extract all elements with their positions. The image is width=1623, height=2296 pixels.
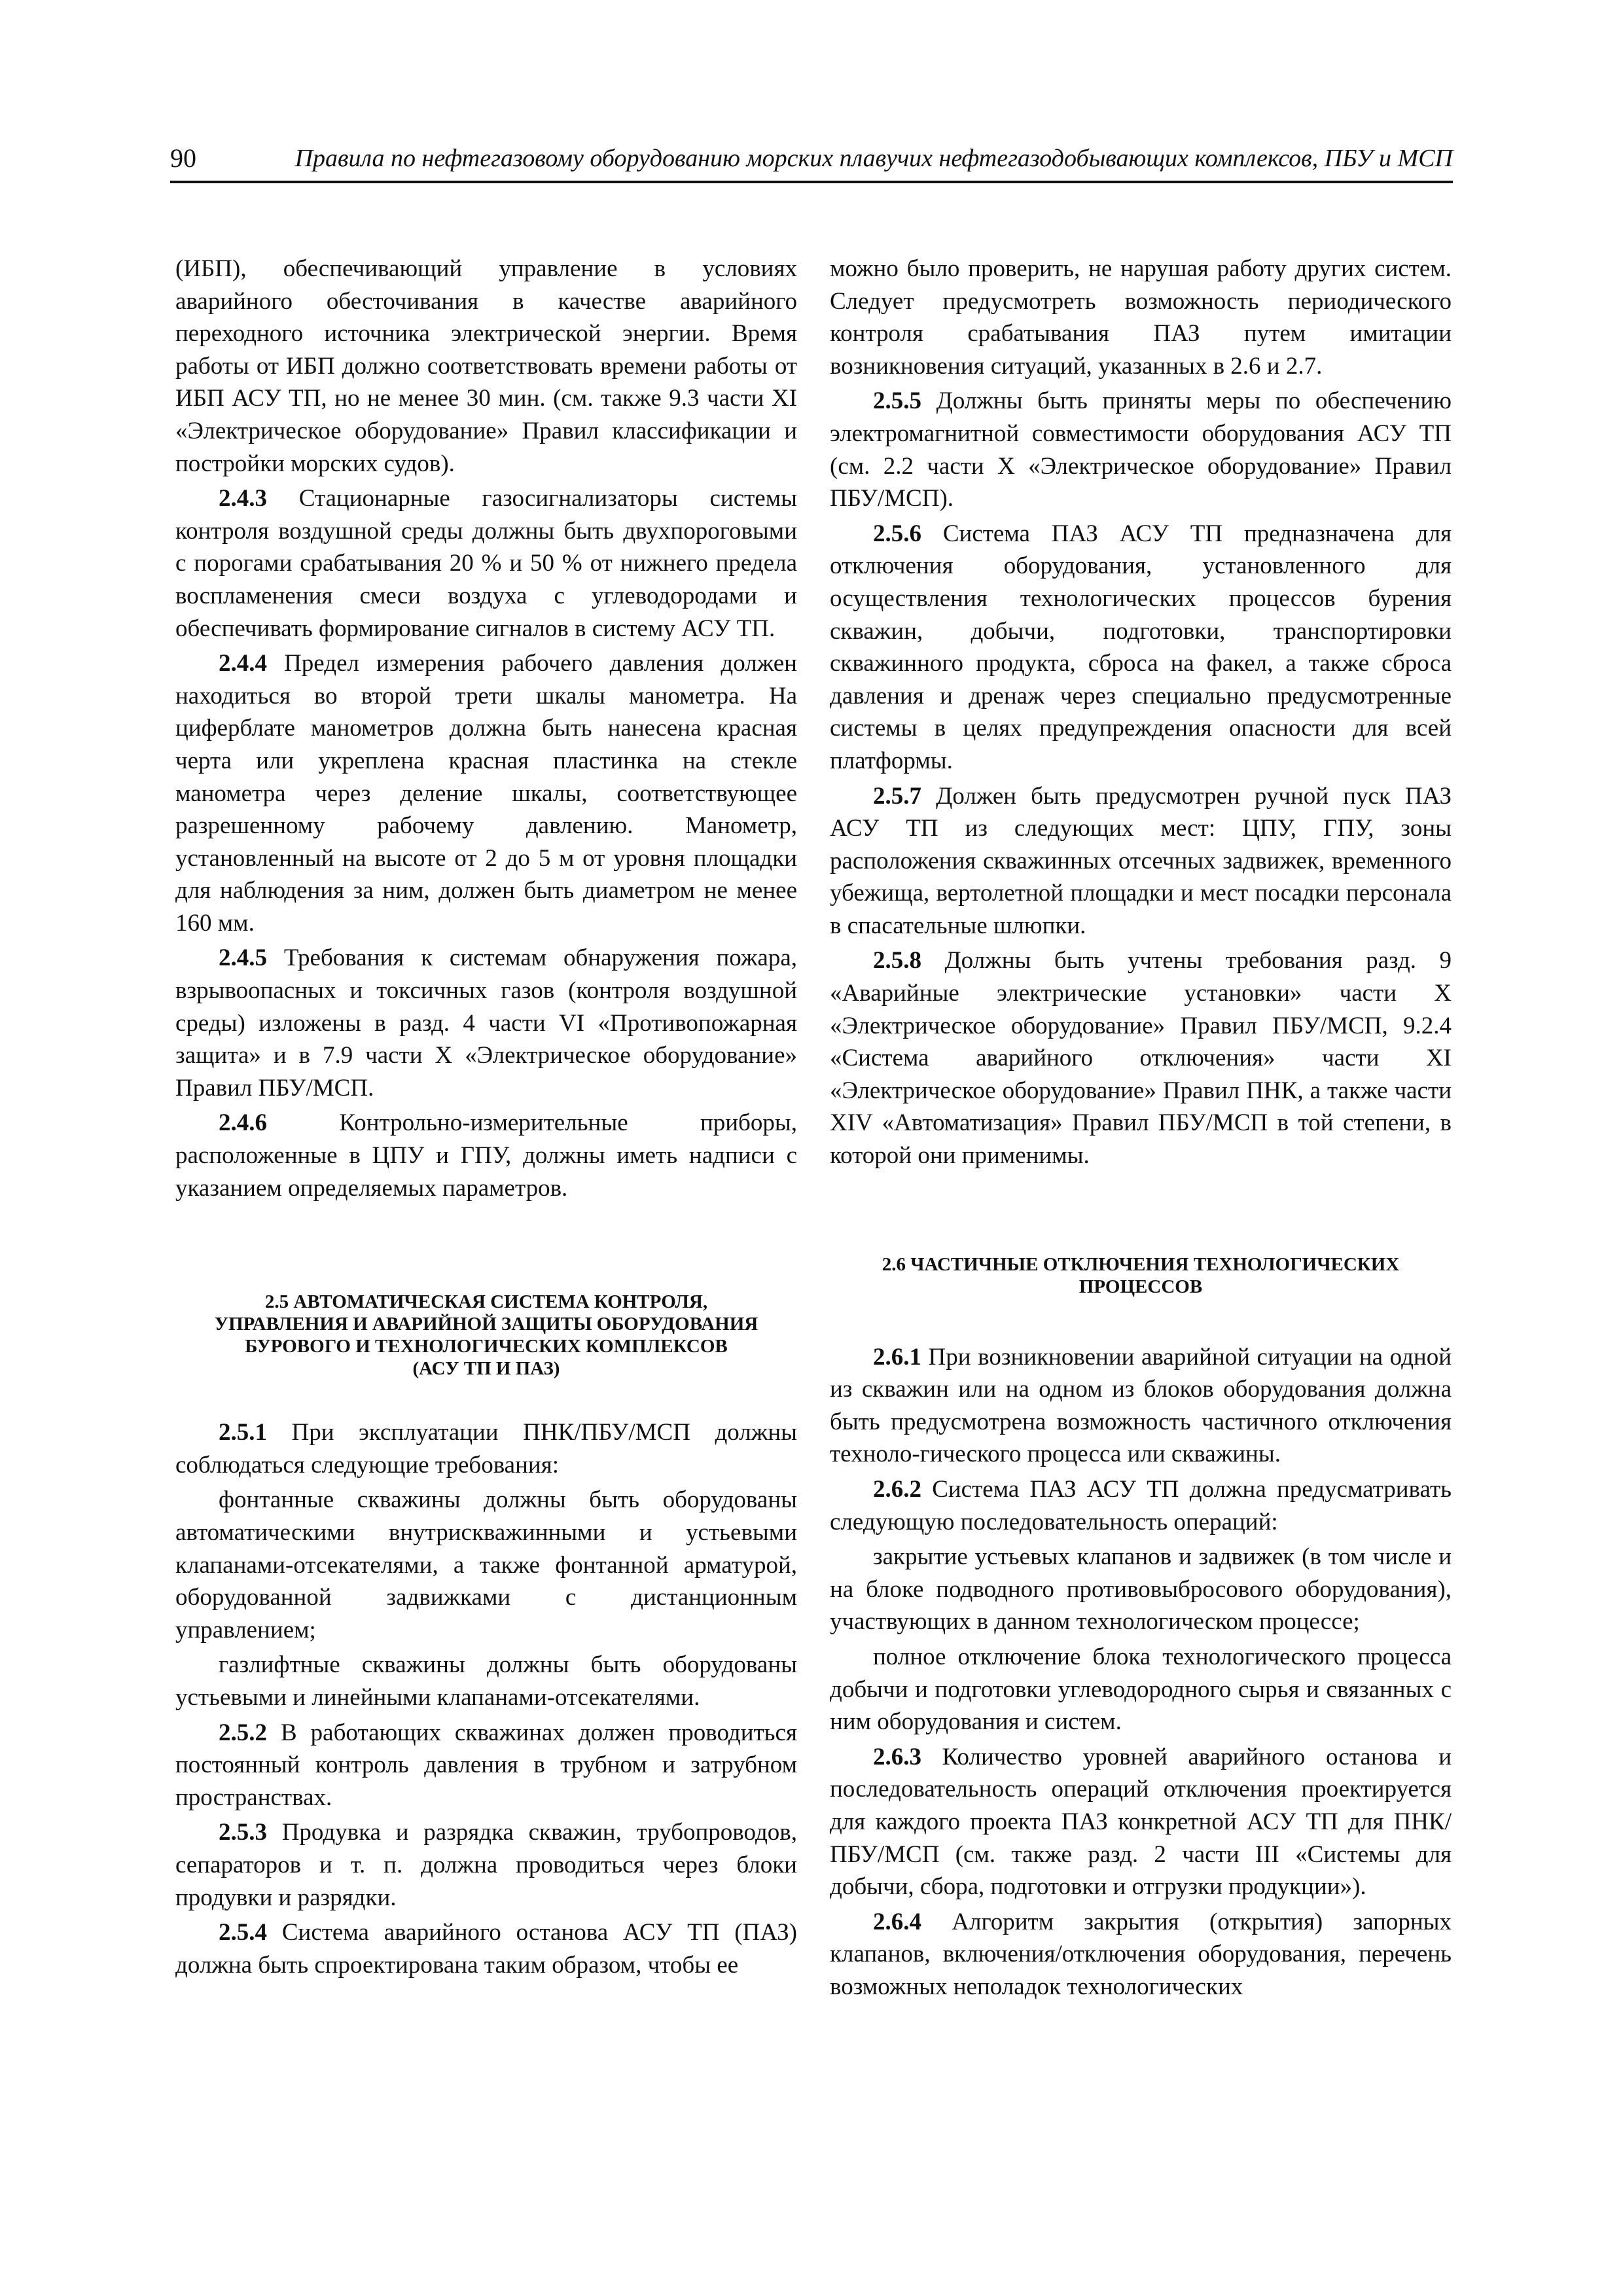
clause-number: 2.4.6 [219,1109,267,1137]
page-header [170,140,1453,183]
heading-line: ПРОЦЕССОВ [1079,1276,1203,1297]
clause-text: Требования к системам обнаружения пожара, взрывоопасных и токсичных газов (контроля воздушной среды) изложены в разд. 4 части VI «Противопожарная защита» и в 7.9 части X «Электрическое оборудование» Правил ПБУ/МСП. [175,944,797,1102]
clause-text: Должен быть предусмотрен ручной пуск ПАЗ АСУ ТП из следующих мест: ЦПУ, ГПУ, зоны расположения скважинных отсечных задвижек, временного убежища, вертолетной площадки и мест посадки персонала в спасательные шлюпки. [830,782,1452,939]
paragraph-2-5-8 [830,944,1452,1172]
paragraph-2-6-2 [830,1473,1452,1538]
list-item: газлифтные скважины должны быть оборудованы устьевыми и линейными клапанами-отсекателями. [175,1651,797,1711]
clause-number: 2.4.4 [219,650,267,677]
left-column [175,253,797,1984]
paragraph-2-5-4 [175,1916,797,1981]
clause-number: 2.5.3 [219,1819,267,1846]
paragraph-2-6-3 [830,1741,1452,1903]
section-heading-2-5 [175,1291,797,1380]
clause-number: 2.4.5 [219,944,267,972]
paragraph-2-5-3 [175,1816,797,1914]
paragraph-2-4-6 [175,1107,797,1204]
clause-text: Система ПАЗ АСУ ТП должна предусматривать следующую последовательность операций: [830,1476,1452,1535]
section-heading-2-6 [830,1253,1452,1298]
clause-number: 2.5.7 [873,782,921,810]
paragraph-2-4-4 [175,647,797,939]
clause-text: Предел измерения рабочего давления должен находиться во второй трети шкалы манометра. На циферблате манометров должна быть нанесена красная черта или укреплена красная пластинка на стекле манометра через деление шкалы, соответствующее разрешенному рабочему давлению. Манометр, установленный на высоте от 2 до 5 м от уровня площадки для наблюдения за ним, должен быть диаметром не менее 160 мм. [175,650,797,937]
paragraph-2-5-7 [830,780,1452,942]
paragraph-2-5-6 [830,518,1452,778]
paragraph-2-5-2 [175,1717,797,1814]
clause-number: 2.6.4 [873,1908,921,1935]
heading-line: 2.5 АВТОМАТИЧЕСКАЯ СИСТЕМА КОНТРОЛЯ, [264,1291,708,1313]
paragraph-2-5-5 [830,385,1452,514]
clause-number: 2.5.2 [219,1719,267,1746]
paragraph-2-6-1 [830,1341,1452,1471]
clause-text: При возникновении аварийной ситуации на одной из скважин или на одном из блоков оборудования должна быть предусмотрена возможность частичного отключения техноло-гического процесса или скважины. [830,1343,1452,1468]
clause-text: Стационарные газосигнализаторы системы контроля воздушной среды должны быть двухпороговыми с порогами срабатывания 20 % и 50 % от нижнего предела воспламенения смеси воздуха с углеводородами и обеспечивать формирование сигналов в систему АСУ ТП. [175,485,797,642]
heading-line: БУРОВОГО И ТЕХНОЛОГИЧЕСКИХ КОМПЛЕКСОВ [245,1336,728,1357]
clause-number: 2.4.3 [219,485,267,512]
clause-text: В работающих скважинах должен проводиться постоянный контроль давления в трубном и затрубном пространствах. [175,1719,797,1811]
running-title: Правила по нефтегазовому оборудованию морских плавучих нефтегазодобывающих комплексов, ПБУ и МСП [294,145,1453,172]
page-number: 90 [170,143,196,173]
list-item: полное отключение блока технологического процесса добычи и подготовки углеводородного сырья и связанных с ним оборудования и систем. [830,1643,1452,1736]
clause-text: Должны быть приняты меры по обеспечению электромагнитной совместимости оборудования АСУ ТП (см. 2.2 части X «Электрическое оборудование» Правил ПБУ/МСП). [830,387,1452,512]
clause-text: Алгоритм закрытия (открытия) запорных клапанов, включения/отключения оборудования, перечень возможных неполадок технологических [830,1908,1452,2000]
paragraph-continued: можно было проверить, не нарушая работу других систем. Следует предусмотреть возможность периодического контроля срабатывания ПАЗ путем имитации возникновения ситуаций, указанных в 2.6 и 2.7. [830,255,1452,380]
right-column [830,253,1452,2006]
clause-number: 2.6.1 [873,1343,921,1371]
paragraph-2-4-3 [175,482,797,645]
clause-text: Продувка и разрядка скважин, трубопроводов, сепараторов и т. п. должна проводиться через блоки продувки и разрядки. [175,1819,797,1911]
clause-text: Должны быть учтены требования разд. 9 «Аварийные электрические установки» части X «Электрическое оборудование» Правил ПБУ/МСП, 9.2.4 «Система аварийного отключения» части XI «Электрическое оборудование» Правил ПНК, а также части XIV «Автоматизация» Правил ПБУ/МСП в той степени, в которой они применимы. [830,947,1452,1170]
heading-line: (АСУ ТП И ПАЗ) [412,1358,560,1380]
clause-number: 2.5.1 [219,1419,267,1446]
paragraph-2-5-1 [175,1416,797,1481]
paragraph-2-6-4 [830,1906,1452,2003]
paragraph-continued: (ИБП), обеспечивающий управление в условиях аварийного обесточивания в качестве аварийного переходного источника электрической энергии. Время работы от ИБП должно соответствовать времени работы от ИБП АСУ ТП, но не менее 30 мин. (см. также 9.3 части XI «Электрическое оборудование» Правил классификации и постройки морских судов). [175,255,797,477]
list-item: фонтанные скважины должны быть оборудованы автоматическими внутрискважинными и устьевыми клапанами-отсекателями, а также фонтанной арматурой, оборудованной задвижками с дистанционным управлением; [175,1486,797,1643]
heading-line: 2.6 ЧАСТИЧНЫЕ ОТКЛЮЧЕНИЯ ТЕХНОЛОГИЧЕСКИХ [882,1253,1400,1275]
clause-number: 2.5.4 [219,1919,267,1946]
clause-number: 2.6.3 [873,1743,921,1770]
clause-text: Контрольно-измерительные приборы, расположенные в ЦПУ и ГПУ, должны иметь надписи с указанием определяемых параметров. [175,1109,797,1202]
clause-text: При эксплуатации ПНК/ПБУ/МСП должны соблюдаться следующие требования: [175,1419,797,1479]
clause-number: 2.6.2 [873,1476,921,1503]
paragraph-2-4-5 [175,942,797,1104]
clause-number: 2.5.5 [873,387,921,415]
clause-number: 2.5.8 [873,947,921,975]
heading-line: УПРАВЛЕНИЯ И АВАРИЙНОЙ ЗАЩИТЫ ОБОРУДОВАНИЯ [214,1314,758,1335]
list-item: закрытие устьевых клапанов и задвижек (в том числе и на блоке подводного противовыбросового оборудования), участвующих в данном технологическом процессе; [830,1543,1452,1636]
clause-text: Система ПАЗ АСУ ТП предназначена для отключения оборудования, установленного для осуществления технологических процессов бурения скважин, добычи, подготовки, транспортировки скважинного продукта, сброса на факел, а также сброса давления и дренаж через специально предусмотренные системы в целях предупреждения опасности для всей платформы. [830,520,1452,774]
clause-text: Количество уровней аварийного останова и последовательность операций отключения проектируется для каждого проекта ПАЗ конкретной АСУ ТП для ПНК/ПБУ/МСП (см. также разд. 2 части III «Системы для добычи, сбора, подготовки и отгрузки продукции»). [830,1743,1452,1901]
clause-text: Система аварийного останова АСУ ТП (ПАЗ) должна быть спроектирована таким образом, чтобы ее [175,1919,797,1979]
clause-number: 2.5.6 [873,520,921,547]
